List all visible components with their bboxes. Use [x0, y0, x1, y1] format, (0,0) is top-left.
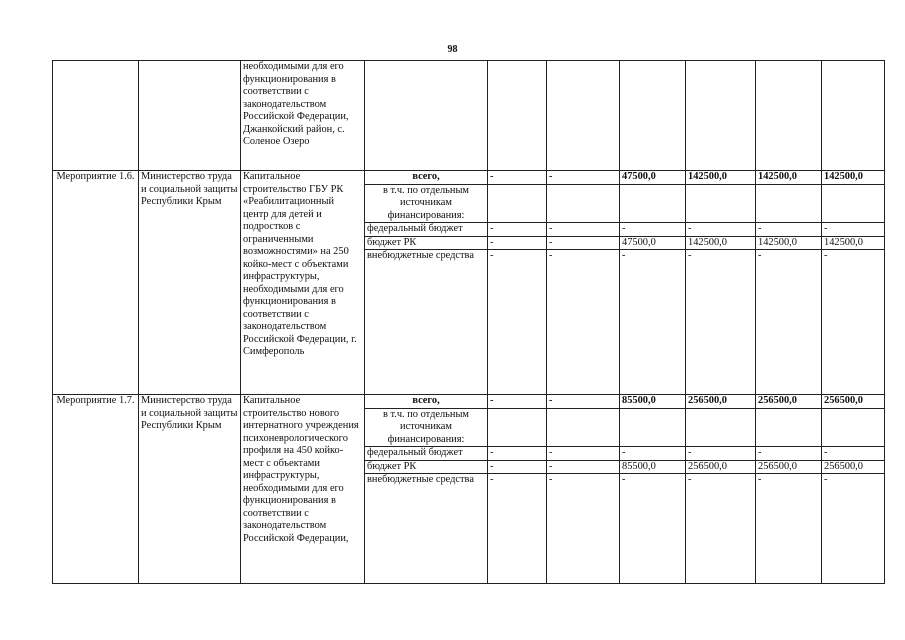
value-cell: - [488, 395, 547, 409]
value-cell: - [488, 447, 547, 461]
value-cell: - [822, 223, 885, 237]
financing-table [52, 60, 885, 584]
value-cell: - [488, 460, 547, 474]
value-cell: - [822, 474, 885, 584]
event-cell-empty [53, 61, 139, 171]
source-label: всего, [365, 395, 488, 409]
value-cell: 47500,0 [620, 171, 686, 185]
source-label: внебюджетные средства [365, 250, 488, 395]
value-cell: - [547, 236, 620, 250]
value-cell: - [488, 236, 547, 250]
description-cell: необходимыми для его функционирования в соответствии с законодательством Российской Федерации, Джанкойский район, с. Соленое Озеро [241, 61, 365, 171]
executor-name: Министерство труда и социальной защиты Республики Крым [139, 395, 241, 584]
value-cell: - [756, 447, 822, 461]
value-cell: - [547, 395, 620, 409]
continuation-row [53, 61, 885, 171]
value-cell: 85500,0 [620, 395, 686, 409]
source-label: внебюджетные средства [365, 474, 488, 584]
value-cell: 85500,0 [620, 460, 686, 474]
value-cell: - [686, 223, 756, 237]
value-cell: 256500,0 [756, 395, 822, 409]
value-cell: - [620, 223, 686, 237]
value-cell: - [547, 171, 620, 185]
source-label: всего, [365, 171, 488, 185]
value-cell: 142500,0 [686, 171, 756, 185]
value-cell: 142500,0 [756, 236, 822, 250]
page-number: 98 [447, 44, 458, 55]
source-label: в т.ч. по отдельным источникам финансирования: [365, 408, 488, 447]
event-1-7-total-row [53, 395, 885, 409]
event-description: Капитальное строительство нового интернатного учреждения психоневрологического профиля на 450 койко-мест с объектами инфраструктуры, необходимыми для его функционирования в соответствии с законодательством Российской Федерации, [241, 395, 365, 584]
value-cell: - [547, 460, 620, 474]
value-cell: - [488, 250, 547, 395]
event-name: Мероприятие 1.7. [53, 395, 139, 584]
value-cell: - [547, 223, 620, 237]
event-name: Мероприятие 1.6. [53, 171, 139, 395]
value-cell: - [756, 223, 822, 237]
value-cell: 256500,0 [822, 395, 885, 409]
value-cell: - [547, 474, 620, 584]
value-cell: - [756, 250, 822, 395]
source-label: в т.ч. по отдельным источникам финансирования: [365, 184, 488, 223]
value-cell: 142500,0 [822, 171, 885, 185]
value-cell: - [547, 447, 620, 461]
source-label: бюджет РК [365, 460, 488, 474]
source-label: бюджет РК [365, 236, 488, 250]
value-cell: - [620, 474, 686, 584]
executor-name: Министерство труда и социальной защиты Республики Крым [139, 171, 241, 395]
value-cell: - [620, 250, 686, 395]
executor-cell-empty [139, 61, 241, 171]
value-cell: 142500,0 [686, 236, 756, 250]
value-cell: 142500,0 [756, 171, 822, 185]
value-cell: - [686, 250, 756, 395]
value-cell: - [822, 250, 885, 395]
value-cell: - [488, 171, 547, 185]
event-1-6-total-row [53, 171, 885, 185]
value-cell: 256500,0 [686, 395, 756, 409]
value-cell: - [547, 250, 620, 395]
value-cell: - [620, 447, 686, 461]
value-cell: 256500,0 [756, 460, 822, 474]
value-cell: 256500,0 [822, 460, 885, 474]
event-description: Капитальное строительство ГБУ РК «Реабилитационный центр для детей и подростков с ограниченными возможностями» на 250 койко-мест с объектами инфраструктуры, необходимыми для его функционирования в соответствии с законодательством Российской Федерации, г. Симферополь [241, 171, 365, 395]
value-cell: 47500,0 [620, 236, 686, 250]
source-label: федеральный бюджет [365, 223, 488, 237]
value-cell: - [822, 447, 885, 461]
value-cell: - [488, 474, 547, 584]
source-label: федеральный бюджет [365, 447, 488, 461]
value-cell: - [686, 474, 756, 584]
value-cell: 142500,0 [822, 236, 885, 250]
value-cell: - [488, 223, 547, 237]
value-cell: - [756, 474, 822, 584]
value-cell: - [686, 447, 756, 461]
value-cell: 256500,0 [686, 460, 756, 474]
